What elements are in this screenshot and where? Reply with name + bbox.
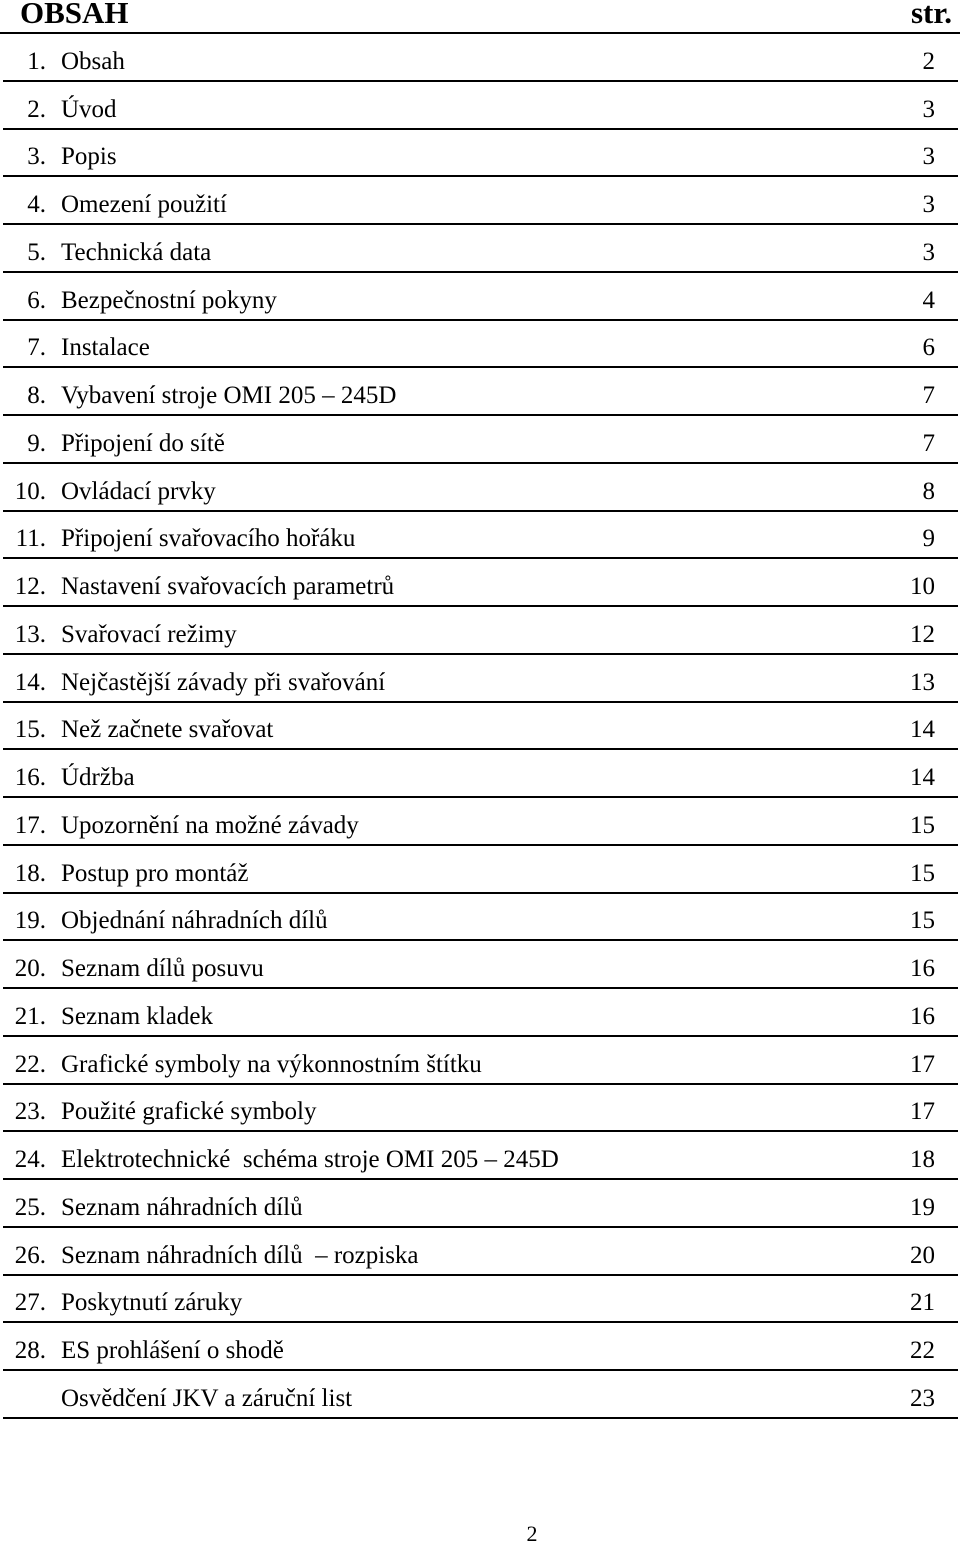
toc-entry-title: Technická data [61, 238, 212, 266]
toc-entry-page: 13 [910, 668, 935, 696]
toc-entry-number: 12. [14, 573, 46, 600]
toc-entry-page: 6 [922, 334, 935, 362]
toc-entry-number: 7. [27, 334, 46, 362]
toc-entry-number: 10. [14, 477, 46, 505]
toc-entry [3, 82, 958, 130]
toc-entry-number: 13. [14, 620, 46, 648]
toc-entry-page: 15 [910, 811, 935, 839]
toc-entry-title: Použité grafické symboly [61, 1098, 317, 1126]
toc-entry-number: 20. [14, 955, 46, 982]
toc-entry-number: 21. [14, 1002, 46, 1030]
toc-entry [3, 655, 958, 703]
toc-entry-number: 2. [27, 95, 46, 123]
toc-entry-page: 15 [910, 907, 935, 935]
toc-entry [3, 1180, 958, 1228]
toc-entry-title: Postup pro montáž [61, 859, 249, 887]
toc-entry [3, 512, 958, 560]
toc-title: OBSAH [20, 0, 129, 30]
toc-entry-number: 25. [14, 1193, 46, 1221]
toc-entry-page: 3 [922, 95, 935, 123]
toc-entry-page: 17 [910, 1050, 935, 1078]
toc-entry-page: 14 [910, 716, 935, 744]
toc-entry [3, 273, 958, 321]
toc-entry-number: 19. [14, 907, 46, 935]
toc-entry-number: 14. [14, 668, 46, 696]
toc-entry-title: Nejčastější závady při svařování [61, 668, 386, 696]
toc-entry [3, 1085, 958, 1133]
toc-entry-page: 3 [922, 191, 935, 218]
toc-entry [3, 1323, 958, 1371]
toc-entry-page: 8 [922, 477, 935, 505]
toc-entry [3, 321, 958, 369]
toc-entry-number: 18. [14, 859, 46, 887]
toc-entry-number: 8. [27, 382, 46, 409]
toc-entry-number: 27. [14, 1289, 46, 1317]
toc-entry [3, 941, 958, 989]
toc-entry-title: Poskytnutí záruky [61, 1289, 243, 1317]
toc-entry-title: Než začnete svařovat [61, 716, 274, 744]
toc-entry-title: Instalace [61, 334, 150, 362]
toc-entry-page: 9 [922, 525, 935, 553]
toc-entry-title: Seznam kladek [61, 1002, 214, 1030]
toc-entry-page: 3 [922, 238, 935, 266]
toc-entry-title: Objednání náhradních dílů [61, 907, 328, 935]
toc-entry [3, 1037, 958, 1085]
toc-entry-title: Ovládací prvky [61, 477, 216, 505]
toc-entry-page: 20 [910, 1241, 935, 1269]
toc-entry-page: 21 [910, 1289, 935, 1317]
toc-entry-number: 26. [14, 1241, 46, 1269]
toc-entry [3, 894, 958, 942]
toc-entry [3, 225, 958, 273]
toc-entry-page: 10 [910, 573, 935, 600]
toc-entry [3, 1371, 958, 1419]
toc-page-column-label: str. [910, 0, 952, 30]
toc-entry-title: Úvod [61, 95, 117, 123]
toc-entry-title: Připojení svařovacího hořáku [61, 525, 356, 553]
toc-entry-number: 23. [14, 1098, 46, 1126]
toc-entry-number: 28. [14, 1337, 46, 1364]
toc-entry-page: 23 [910, 1384, 935, 1412]
toc-entry [3, 846, 958, 894]
toc-entry-title: ES prohlášení o shodě [61, 1337, 284, 1364]
toc-entry [3, 989, 958, 1037]
toc-entry-page: 15 [910, 859, 935, 887]
toc-entry-page: 17 [910, 1098, 935, 1126]
toc-entry-title: Nastavení svařovacích parametrů [61, 573, 395, 600]
toc-entry-title: Připojení do sítě [61, 429, 225, 457]
toc-entry-number: 17. [14, 811, 46, 839]
toc-entry-title: Vybavení stroje OMI 205 – 245D [61, 382, 397, 409]
toc-entry-title: Osvědčení JKV a záruční list [61, 1384, 353, 1412]
toc-entry-page: 18 [910, 1146, 935, 1173]
toc-entry [3, 1228, 958, 1276]
toc-entry-title: Bezpečnostní pokyny [61, 286, 277, 314]
toc-entry [3, 464, 958, 512]
toc-entry [3, 750, 958, 798]
toc-entry [3, 559, 958, 607]
toc-entry [3, 1276, 958, 1324]
toc-entry-title: Upozornění na možné závady [61, 811, 359, 839]
toc-entry-title: Omezení použití [61, 191, 227, 218]
toc-entry-number: 6. [27, 286, 46, 314]
toc-entry-page: 12 [910, 620, 935, 648]
toc-entry-page: 16 [910, 955, 935, 982]
toc-entry-page: 7 [922, 429, 935, 457]
toc-entry [3, 1132, 958, 1180]
table-of-contents [0, 34, 960, 1419]
page-number: 2 [526, 1521, 538, 1546]
toc-entry-number: 24. [14, 1146, 46, 1173]
toc-entry-title: Obsah [61, 47, 125, 75]
toc-entry-page: 3 [922, 143, 935, 171]
toc-entry [3, 177, 958, 225]
toc-entry-page: 16 [910, 1002, 935, 1030]
toc-entry-title: Seznam náhradních dílů – rozpiska [61, 1241, 419, 1269]
toc-entry [3, 416, 958, 464]
toc-entry-page: 14 [910, 764, 935, 791]
toc-entry-title: Seznam dílů posuvu [61, 955, 264, 982]
toc-entry [3, 607, 958, 655]
toc-entry-number: 5. [27, 238, 46, 266]
toc-entry [3, 798, 958, 846]
toc-entry-number: 22. [14, 1050, 46, 1078]
toc-entry [3, 703, 958, 751]
toc-entry-title: Popis [61, 143, 117, 171]
toc-entry-page: 19 [910, 1193, 935, 1221]
toc-entry-title: Údržba [61, 764, 135, 791]
toc-entry-page: 22 [910, 1337, 935, 1364]
toc-entry-number: 16. [14, 764, 46, 791]
toc-entry-title: Grafické symboly na výkonnostním štítku [61, 1050, 482, 1078]
toc-entry [3, 368, 958, 416]
toc-entry-number: 1. [27, 47, 46, 75]
toc-entry-number: 9. [27, 429, 46, 457]
toc-entry [3, 34, 958, 82]
toc-entry-page: 2 [922, 47, 935, 75]
toc-entry [3, 130, 958, 178]
toc-entry-page: 7 [922, 382, 935, 409]
toc-entry-number: 11. [15, 525, 46, 553]
toc-entry-title: Elektrotechnické schéma stroje OMI 205 – 245D [61, 1146, 559, 1173]
toc-header [0, 0, 960, 34]
toc-entry-title: Seznam náhradních dílů [61, 1193, 303, 1221]
toc-entry-title: Svařovací režimy [61, 620, 237, 648]
toc-entry-page: 4 [922, 286, 935, 314]
toc-entry-number: 15. [14, 716, 46, 744]
toc-entry-number: 3. [27, 143, 46, 171]
toc-entry-number: 4. [27, 191, 46, 218]
